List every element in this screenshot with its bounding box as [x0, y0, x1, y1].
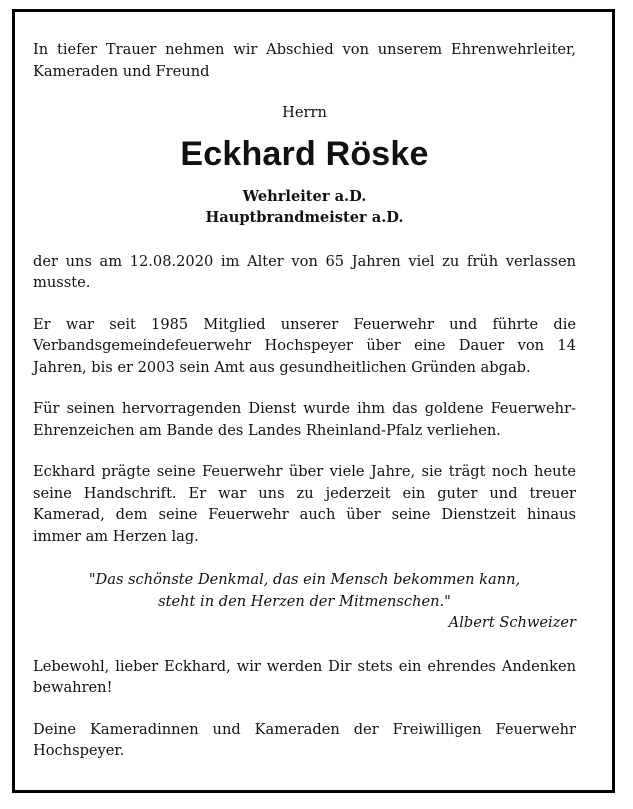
- signature-paragraph: Deine Kameradinnen und Kameraden der Freiwilligen Feuerwehr Hochspeyer.: [33, 720, 576, 759]
- career-paragraph: Er war seit 1985 Mitglied unserer Feuerwehr und führte die Verbandsgemeindefeuerwehr Hochspeyer über eine Dauer von 14 Jahren, bis er 2003 sein Amt aus gesundheitlichen Gründen abgab.: [33, 315, 576, 376]
- quote-author: Albert Schweizer: [448, 614, 576, 631]
- deceased-name: Eckhard Röske: [180, 134, 429, 173]
- obituary-content: [33, 39, 576, 762]
- intro-text: In tiefer Trauer nehmen wir Abschied von unserem Ehrenwehrleiter, Kameraden und Freund: [33, 41, 576, 80]
- tribute-paragraph: Eckhard prägte seine Feuerwehr über viele Jahre, sie trägt noch heute seine Handschrift. Er war uns zu jederzeit ein guter und treuer Kamerad, dem seine Feuerwehr auch über seine Dienstzeit hinaus immer am Herzen lag.: [33, 463, 576, 545]
- farewell-paragraph: Lebewohl, lieber Eckhard, wir werden Dir stets ein ehrendes Andenken bewahren!: [33, 657, 576, 696]
- quote-line: steht in den Herzen der Mitmenschen.": [158, 592, 451, 610]
- death-notice: der uns am 12.08.2020 im Alter von 65 Jahren viel zu früh verlassen musste.: [33, 252, 576, 291]
- honor-paragraph: Für seinen hervorragenden Dienst wurde ihm das goldene Feuerwehr-Ehrenzeichen am Bande des Landes Rheinland-Pfalz verliehen.: [33, 400, 576, 439]
- title-line: Wehrleiter a.D.: [242, 187, 367, 205]
- deceased-titles: [33, 186, 576, 229]
- quote-line: "Das schönste Denkmal, das ein Mensch bekommen kann,: [88, 571, 521, 588]
- title-line: Hauptbrandmeister a.D.: [205, 209, 404, 226]
- quote-block: [33, 569, 576, 634]
- salutation: Herrn: [282, 104, 327, 121]
